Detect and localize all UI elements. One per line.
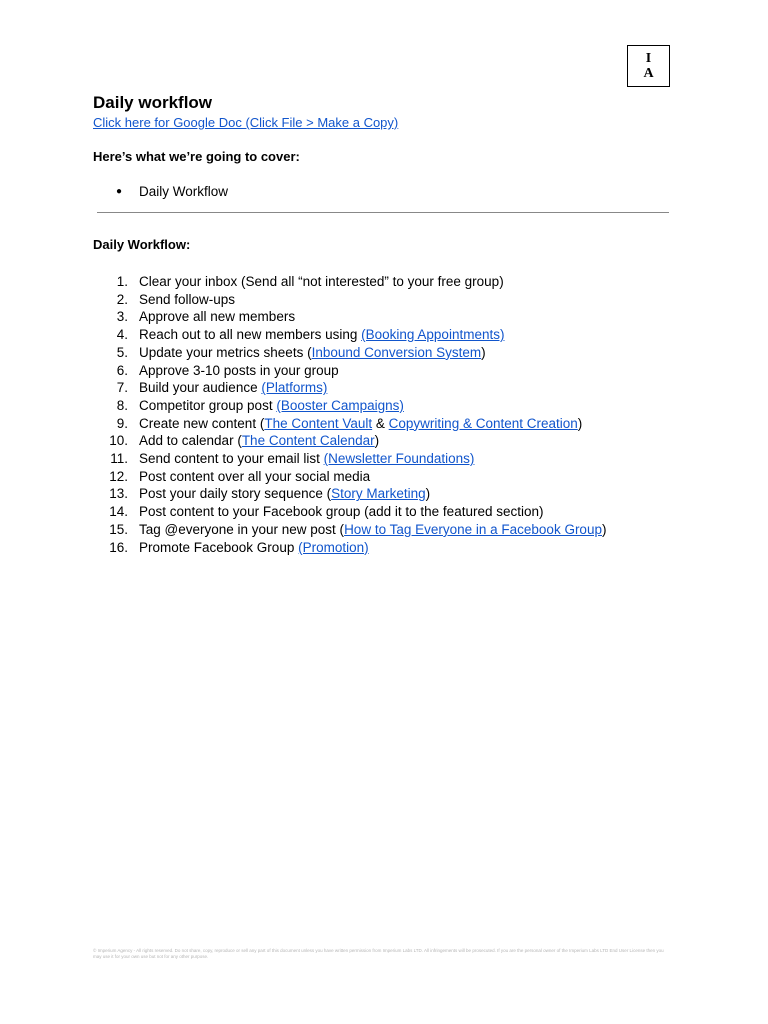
- step-number: 2.: [116, 291, 128, 307]
- step-text: ): [374, 433, 380, 449]
- step-text: Build your audience: [139, 380, 262, 396]
- workflow-step: [93, 397, 606, 415]
- step-number: 15.: [109, 521, 128, 537]
- step-number: 8.: [116, 397, 128, 413]
- step-text: ): [577, 415, 583, 431]
- step-link[interactable]: Copywriting & Content Creation: [388, 415, 578, 431]
- workflow-step: [93, 379, 606, 397]
- step-text: Send content to your email list: [139, 451, 324, 467]
- step-number: 7.: [116, 380, 128, 396]
- workflow-step: [93, 415, 606, 433]
- step-number: 1.: [116, 274, 128, 289]
- step-text: Update your metrics sheets (: [139, 344, 312, 360]
- step-text: Promote Facebook Group: [139, 539, 299, 555]
- step-link[interactable]: Story Marketing: [331, 486, 426, 502]
- step-text: Competitor group post: [139, 397, 277, 413]
- cover-heading: Here’s what we’re going to cover:: [93, 149, 300, 164]
- step-number: 10.: [109, 433, 128, 449]
- workflow-step: [93, 521, 606, 539]
- step-text: Approve 3-10 posts in your group: [139, 362, 339, 378]
- workflow-steps-list: [93, 273, 606, 556]
- logo-letter-bottom: A: [643, 66, 654, 81]
- step-number: 9.: [116, 415, 128, 431]
- step-link[interactable]: (Promotion): [298, 539, 369, 555]
- step-text: Add to calendar (: [139, 433, 242, 449]
- cover-list-item: ● Daily Workflow: [93, 184, 228, 200]
- step-text: Post content over all your social media: [139, 468, 371, 484]
- step-text: ): [601, 521, 607, 537]
- step-link[interactable]: (Platforms): [261, 380, 328, 396]
- step-text: Send follow-ups: [139, 291, 236, 307]
- step-link[interactable]: The Content Vault: [264, 415, 373, 431]
- step-link[interactable]: (Booster Campaigns): [276, 397, 404, 413]
- step-number: 12.: [109, 468, 128, 484]
- workflow-step: [93, 308, 606, 326]
- workflow-step: [93, 432, 606, 450]
- workflow-step: [93, 503, 606, 521]
- step-number: 5.: [116, 344, 128, 360]
- copyright-footer: © Imperium Agency - All rights reserved. Do not share, copy, reproduce or sell any part of this document unless you have written permission from Imperium Labs LTD. All infringements will be prosecuted. If you are the personal owner of the Imperium Labs LTD End User License then you may use it for your own use but not for any other purpose.: [93, 948, 664, 959]
- brand-logo: [627, 45, 670, 87]
- workflow-step: [93, 326, 606, 344]
- step-number: 14.: [109, 504, 128, 520]
- step-number: 11.: [110, 451, 128, 467]
- step-text: ): [481, 344, 486, 360]
- workflow-step: [93, 468, 606, 486]
- step-link[interactable]: (Newsletter Foundations): [323, 451, 475, 467]
- step-link[interactable]: Inbound Conversion System: [311, 344, 482, 360]
- workflow-step: [93, 362, 606, 380]
- workflow-step: [93, 291, 606, 309]
- step-link[interactable]: (Booking Appointments): [361, 327, 505, 343]
- step-text: &: [372, 415, 389, 431]
- step-number: 3.: [116, 309, 128, 325]
- workflow-step: [93, 485, 606, 503]
- step-link[interactable]: The Content Calendar: [241, 433, 375, 449]
- step-text: Tag @everyone in your new post (: [139, 521, 345, 537]
- step-number: 16.: [109, 539, 128, 555]
- google-doc-link[interactable]: Click here for Google Doc (Click File > Make a Copy): [93, 115, 399, 130]
- step-number: 4.: [116, 327, 128, 343]
- step-link[interactable]: How to Tag Everyone in a Facebook Group: [344, 521, 602, 537]
- step-number: 6.: [116, 362, 128, 378]
- workflow-step: [93, 273, 606, 291]
- step-number: 13.: [109, 486, 128, 502]
- step-text: Create new content (: [139, 415, 265, 431]
- workflow-step: [93, 344, 606, 362]
- step-text: Reach out to all new members using: [139, 327, 362, 343]
- cover-list: [93, 184, 228, 200]
- section-heading: Daily Workflow:: [93, 237, 191, 252]
- step-text: ): [425, 486, 431, 502]
- logo-letter-top: I: [645, 51, 652, 66]
- workflow-step: [93, 539, 606, 557]
- step-text: Approve all new members: [139, 309, 296, 325]
- workflow-step: [93, 450, 606, 468]
- step-text: Post your daily story sequence (: [139, 486, 332, 502]
- horizontal-divider: [97, 212, 669, 213]
- step-text: Post content to your Facebook group (add it to the featured section): [139, 504, 544, 520]
- page-title: Daily workflow: [93, 93, 213, 112]
- step-text: Clear your inbox (Send all “not interested” to your free group): [139, 274, 504, 289]
